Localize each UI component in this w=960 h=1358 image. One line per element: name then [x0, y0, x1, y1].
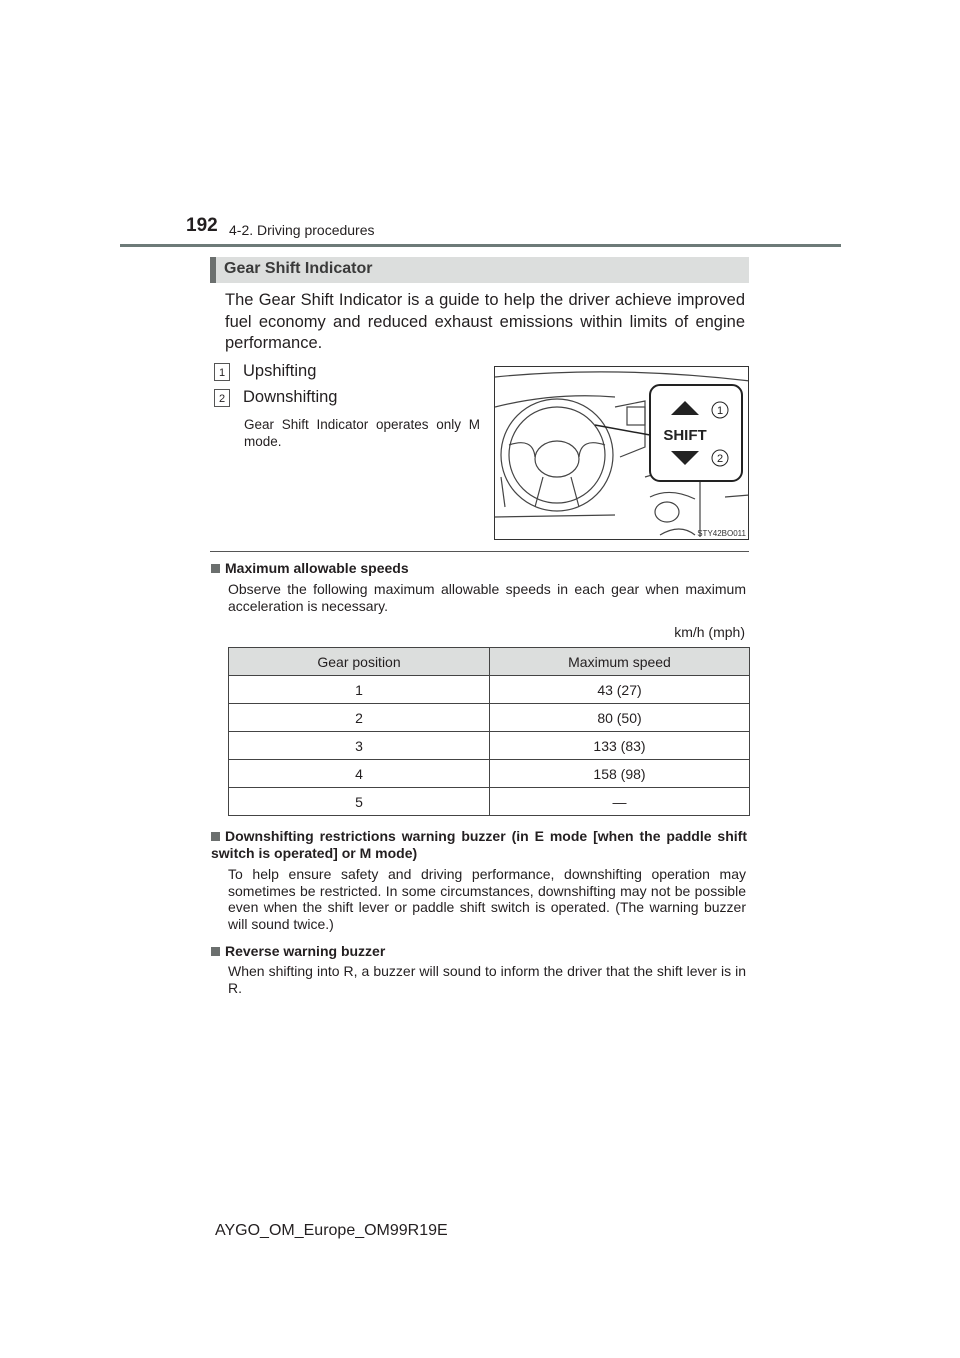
downshift-text: To help ensure safety and driving performance, downshifting operation may sometimes be restricted. In some circumstances, downshifting may not be possible even when the shift lever or paddle shift switch is operated. (The warning buzzer will sound twice.)	[228, 866, 746, 932]
reverse-text: When shifting into R, a buzzer will sound to inform the driver that the shift lever is in R.	[228, 963, 746, 996]
downshift-heading: Downshifting restrictions warning buzzer (in E mode [when the paddle shift switch is operated] or M mode)	[211, 828, 747, 861]
item-label-downshifting: Downshifting	[243, 388, 338, 406]
shift-label: SHIFT	[663, 427, 707, 444]
gear-shift-indicator-illustration	[494, 366, 749, 540]
square-bullet-icon	[211, 947, 220, 956]
square-bullet-icon	[211, 564, 220, 573]
square-bullet-icon	[211, 832, 220, 841]
speed-cell: 133 (83)	[490, 732, 750, 760]
table-row	[229, 732, 750, 760]
speed-cell: 43 (27)	[490, 676, 750, 704]
illustration-code: STY42BO011	[697, 529, 746, 538]
speeds-text: Observe the following maximum allowable speeds in each gear when maximum acceleration is necessary.	[228, 581, 746, 614]
gear-cell: 1	[229, 676, 490, 704]
speed-cell: —	[490, 788, 750, 816]
table-row	[229, 760, 750, 788]
speed-table	[228, 647, 750, 816]
footer-doc-id: AYGO_OM_Europe_OM99R19E	[215, 1222, 448, 1239]
item-label-upshifting: Upshifting	[243, 362, 317, 380]
heading-marker	[210, 257, 216, 283]
callout-2: 2	[716, 453, 724, 465]
dashboard-drawing	[495, 367, 749, 540]
section-heading	[210, 257, 749, 283]
table-row	[229, 704, 750, 732]
section-title: 4-2. Driving procedures	[229, 222, 375, 238]
gear-cell: 5	[229, 788, 490, 816]
heading-text: Gear Shift Indicator	[224, 260, 373, 277]
callout-1: 1	[716, 405, 724, 417]
item-number-2: 2	[214, 389, 230, 407]
gear-cell: 3	[229, 732, 490, 760]
table-row	[229, 676, 750, 704]
column-header: Gear position	[229, 648, 490, 676]
column-header: Maximum speed	[490, 648, 750, 676]
speed-unit: km/h (mph)	[674, 624, 745, 640]
table-header-row	[229, 648, 750, 676]
speeds-heading: Maximum allowable speeds	[211, 560, 409, 576]
section-separator	[210, 551, 749, 552]
speed-cell: 158 (98)	[490, 760, 750, 788]
gear-cell: 4	[229, 760, 490, 788]
reverse-heading: Reverse warning buzzer	[211, 943, 385, 959]
intro-paragraph: The Gear Shift Indicator is a guide to help the driver achieve improved fuel economy and reduced exhaust emissions within limits of engine performance.	[225, 291, 745, 352]
mode-note: Gear Shift Indicator operates only M mode.	[244, 417, 480, 449]
speed-cell: 80 (50)	[490, 704, 750, 732]
item-number-1: 1	[214, 363, 230, 381]
gear-cell: 2	[229, 704, 490, 732]
page-number: 192	[186, 215, 218, 236]
header-rule	[120, 244, 841, 247]
table-row	[229, 788, 750, 816]
